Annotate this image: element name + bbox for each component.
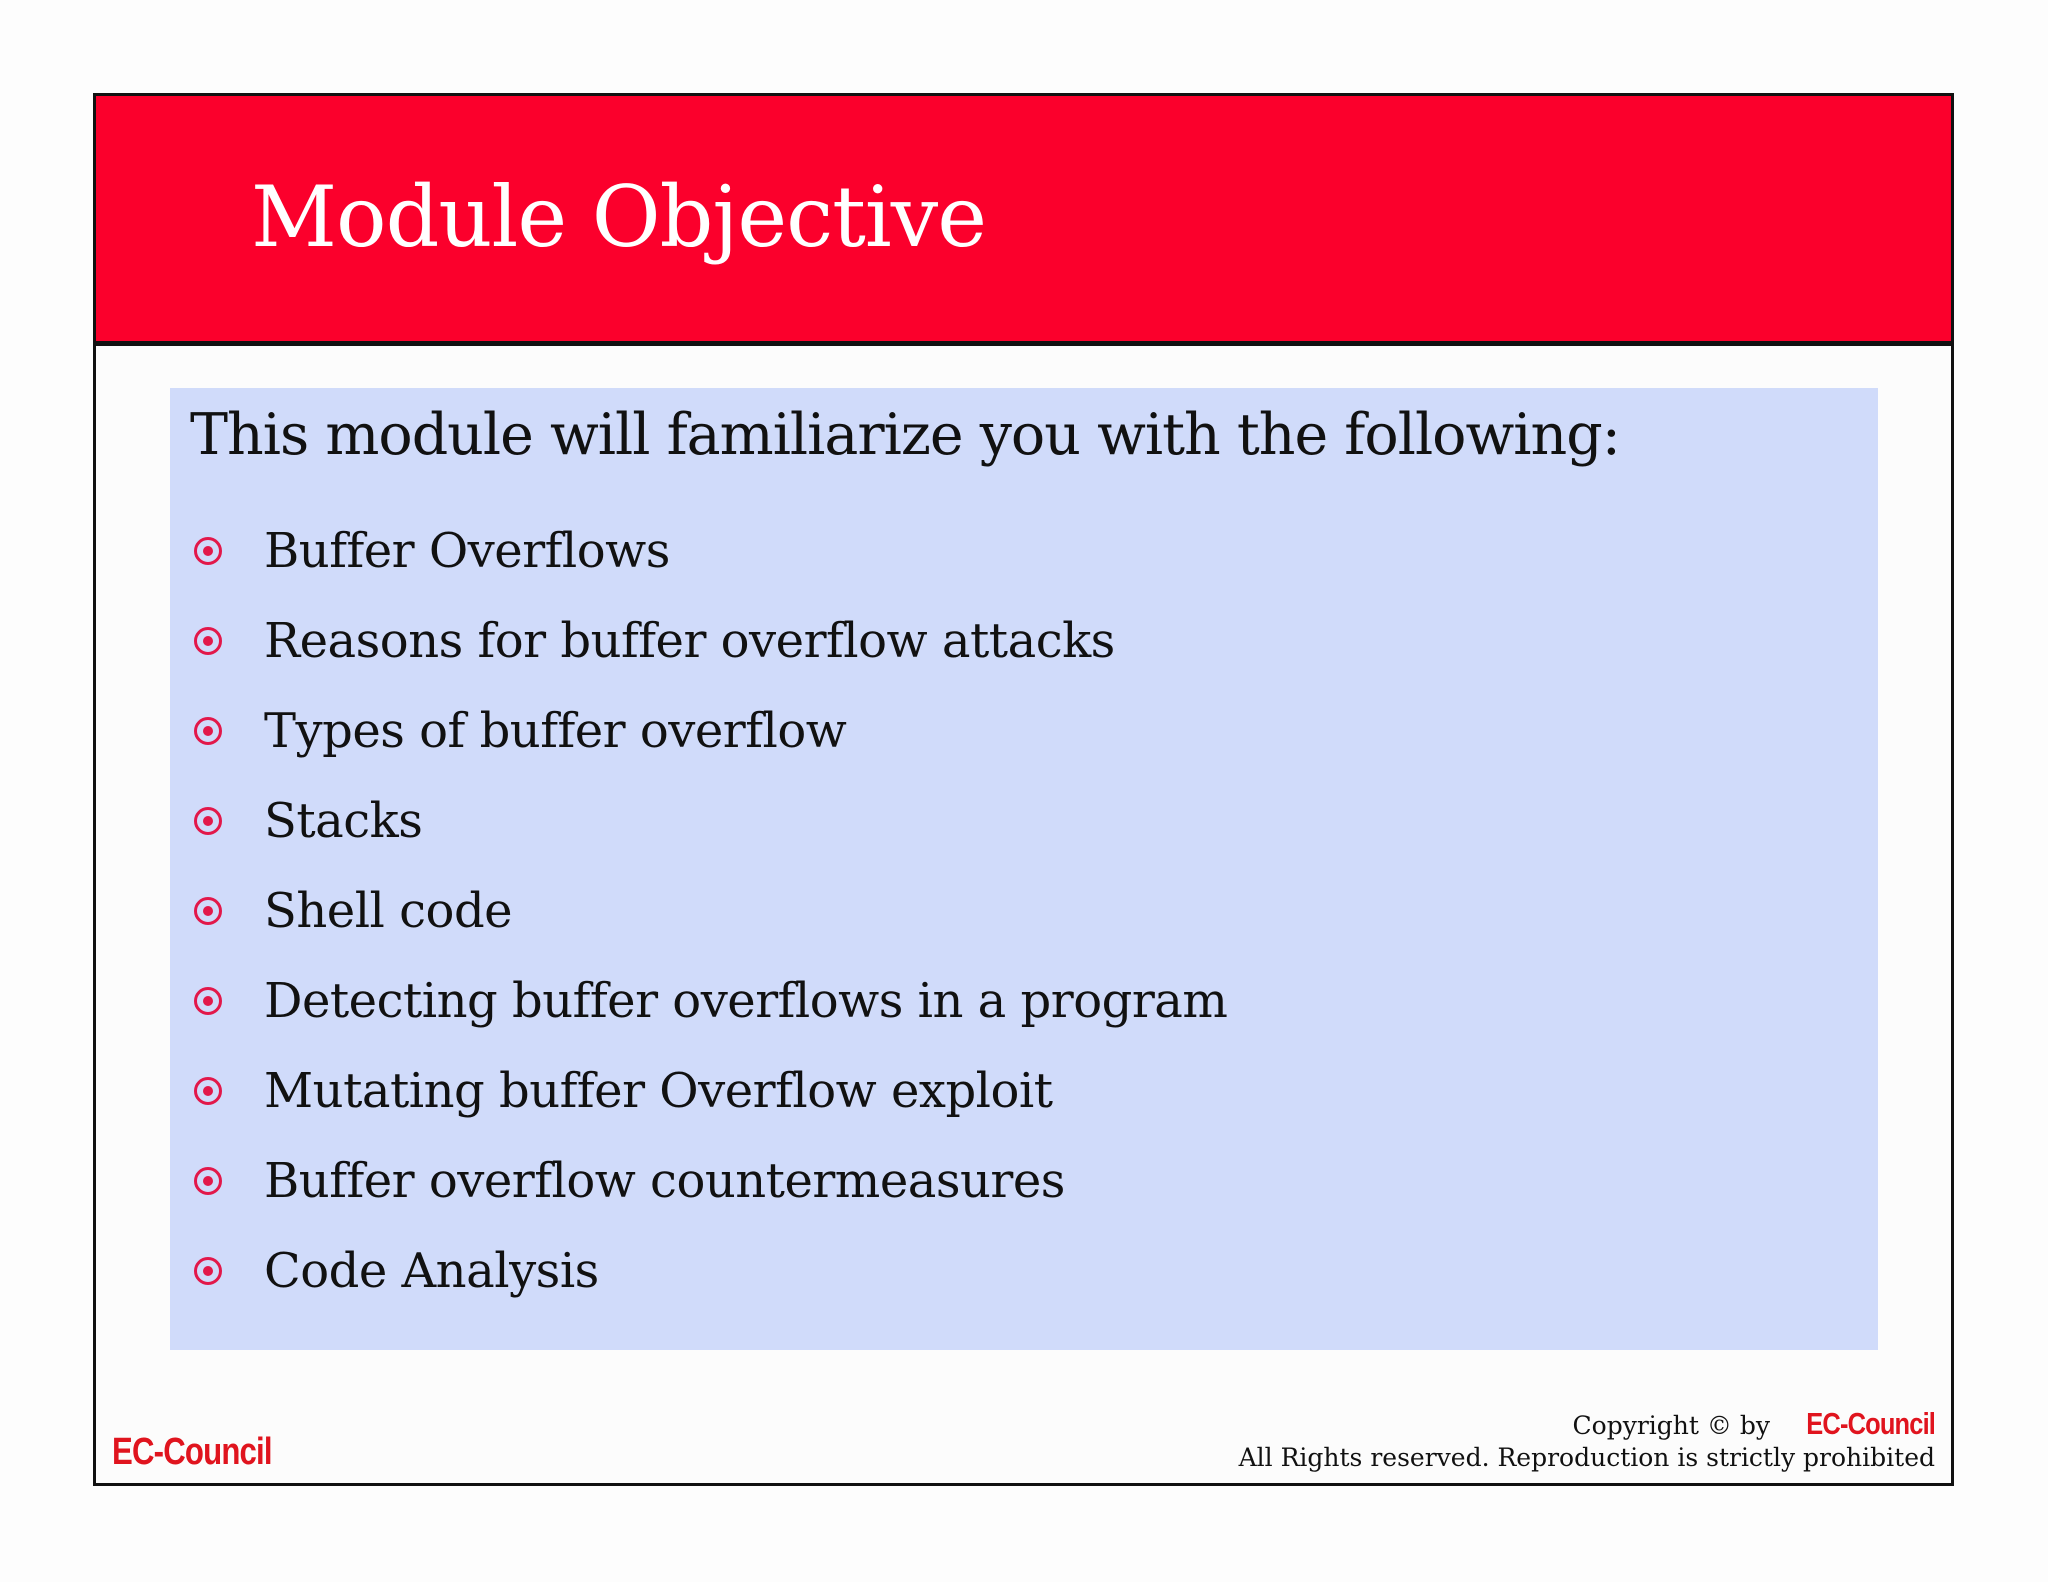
objective-text: Shell code: [264, 883, 513, 939]
copyright-notice: [1239, 1408, 1935, 1474]
list-item: [190, 866, 1227, 956]
slide: [93, 93, 1954, 1486]
circled-dot-icon: [194, 987, 222, 1015]
objective-text: Code Analysis: [264, 1243, 599, 1299]
list-item: [190, 776, 1227, 866]
objectives-box: [170, 388, 1878, 1350]
list-item: [190, 1226, 1227, 1316]
objective-text: Buffer overflow countermeasures: [264, 1153, 1065, 1209]
circled-dot-icon: [194, 537, 222, 565]
copyright-line: [1239, 1408, 1935, 1442]
list-item: [190, 956, 1227, 1046]
list-item: [190, 506, 1227, 596]
list-item: [190, 686, 1227, 776]
circled-dot-icon: [194, 1077, 222, 1105]
objective-text: Types of buffer overflow: [264, 703, 847, 759]
objective-text: Reasons for buffer overflow attacks: [264, 613, 1115, 669]
objective-text: Mutating buffer Overflow exploit: [264, 1063, 1053, 1119]
rights-line: All Rights reserved. Reproduction is strictly prohibited: [1238, 1443, 1935, 1472]
list-item: [190, 1046, 1227, 1136]
copyright-brand: EC-Council: [1806, 1406, 1935, 1441]
circled-dot-icon: [194, 717, 222, 745]
circled-dot-icon: [194, 627, 222, 655]
copyright-prefix: Copyright © by: [1572, 1411, 1770, 1440]
objectives-list: [190, 506, 1227, 1316]
title-bar: [96, 96, 1951, 346]
list-item: [190, 596, 1227, 686]
circled-dot-icon: [194, 897, 222, 925]
ec-council-logo: EC-Council: [112, 1431, 272, 1473]
objective-text: Buffer Overflows: [264, 523, 670, 579]
circled-dot-icon: [194, 807, 222, 835]
circled-dot-icon: [194, 1167, 222, 1195]
intro-text: This module will familiarize you with the following:: [190, 402, 1620, 468]
circled-dot-icon: [194, 1257, 222, 1285]
list-item: [190, 1136, 1227, 1226]
objective-text: Detecting buffer overflows in a program: [264, 973, 1228, 1029]
objective-text: Stacks: [264, 793, 423, 849]
slide-title: Module Objective: [251, 168, 986, 266]
